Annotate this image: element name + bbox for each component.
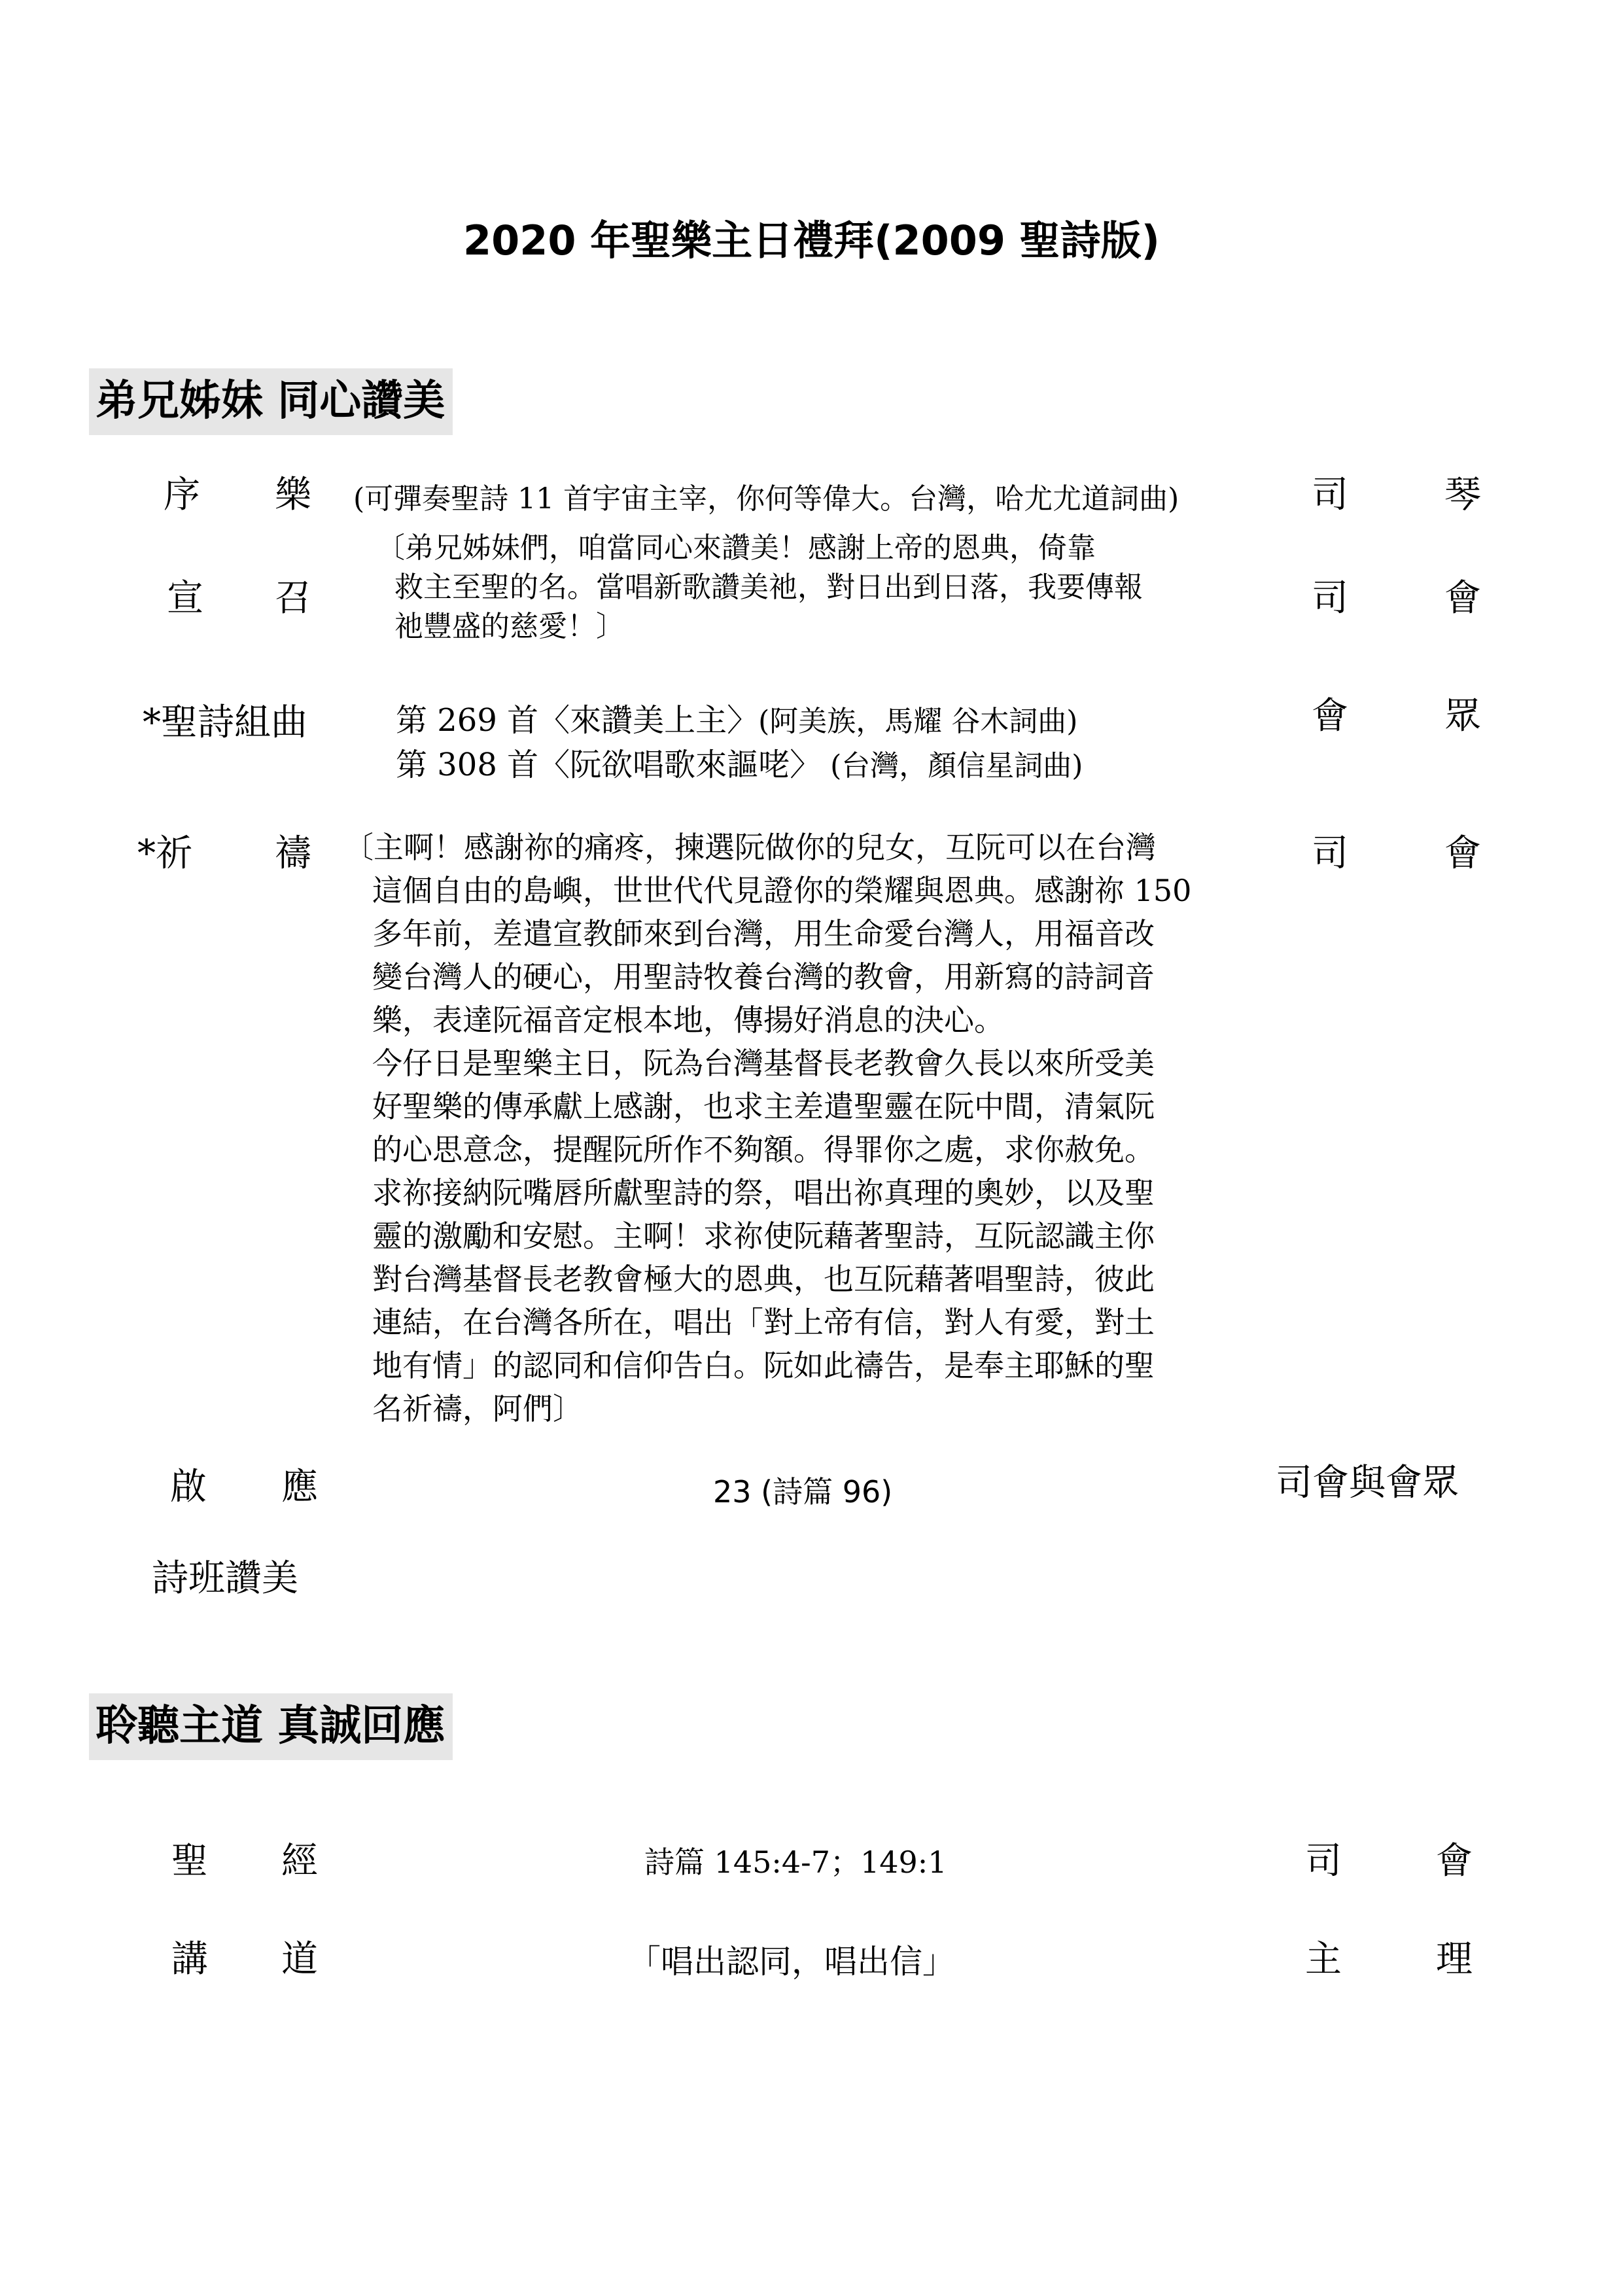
medley-line-1 <box>396 695 1077 740</box>
prayer-line-12: 連結，在台灣各所在，唱出「對上帝有信，對人有愛，對土 <box>372 1305 1155 1340</box>
call-text <box>376 529 1143 646</box>
prelude-resp-b: 琴 <box>1444 474 1481 516</box>
prayer-line-3: 多年前，差遣宣教師來到台灣，用生命愛台灣人，用福音改 <box>372 916 1155 951</box>
sermon-resp-b: 理 <box>1436 1938 1473 1981</box>
call-line-2: 救主至聖的名。當唱新歌讚美祂，對日出到日落，我要傳報 <box>376 571 1143 604</box>
prelude-label-a: 序 <box>164 474 200 516</box>
call-label-a: 宣 <box>167 577 203 620</box>
responsive-label-b: 應 <box>281 1466 318 1508</box>
medley-line-1-main: 第 269 首〈來讚美上主〉 <box>396 702 759 739</box>
sermon-content: 「唱出認同，唱出信」 <box>628 1943 955 1981</box>
sermon-label-a: 講 <box>171 1938 208 1981</box>
prayer-line-1: 〔主啊！感謝祢的痛疼，揀選阮做你的兒女，互阮可以在台灣 <box>343 830 1156 865</box>
medley-resp-b: 眾 <box>1444 695 1481 737</box>
prayer-line-11: 對台灣基督長老教會極大的恩典，也互阮藉著唱聖詩，彼此 <box>372 1262 1155 1297</box>
sermon-label-b: 道 <box>281 1938 318 1981</box>
medley-line-2-note: (台灣，顏信星詞曲) <box>821 749 1083 783</box>
prayer-line-14: 名祈禱，阿們〕 <box>372 1391 583 1426</box>
prayer-line-7: 好聖樂的傳承獻上感謝，也求主差遣聖靈在阮中間，清氣阮 <box>372 1089 1155 1124</box>
prelude-resp-a: 司 <box>1312 474 1348 516</box>
responsive-label-a: 啟 <box>170 1466 207 1508</box>
prayer-line-10: 靈的激勵和安慰。主啊！求祢使阮藉著聖詩，互阮認識主你 <box>372 1218 1155 1254</box>
call-resp-a: 司 <box>1312 577 1348 620</box>
scripture-resp-b: 會 <box>1436 1840 1473 1882</box>
scripture-label-a: 聖 <box>171 1840 208 1882</box>
prayer-text <box>343 826 1191 1430</box>
prayer-line-2: 這個自由的島嶼，世世代代見證你的榮耀與恩典。感謝祢 150 <box>372 873 1192 908</box>
prayer-resp-b: 會 <box>1444 832 1481 875</box>
page-title: 2020 年聖樂主日禮拜(2009 聖詩版) <box>463 217 1160 264</box>
scripture-label-b: 經 <box>281 1840 318 1882</box>
prayer-line-8: 的心思意念，提醒阮所作不夠額。得罪你之處，求你赦免。 <box>372 1132 1155 1167</box>
scripture-content: 詩篇 145:4-7；149:1 <box>644 1845 947 1880</box>
prayer-resp-a: 司 <box>1312 832 1348 875</box>
call-resp-b: 會 <box>1444 577 1481 620</box>
call-label-b: 召 <box>275 577 311 620</box>
prelude-content: (可彈奏聖詩 11 首宇宙主宰，你何等偉大。台灣，哈尤尤道詞曲) <box>353 482 1179 516</box>
call-line-3: 祂豐盛的慈愛！〕 <box>376 610 625 643</box>
prayer-label-b: 禱 <box>275 832 311 875</box>
medley-resp-a: 會 <box>1312 695 1348 737</box>
prayer-line-4: 變台灣人的硬心，用聖詩牧養台灣的教會，用新寫的詩詞音 <box>372 959 1155 995</box>
prayer-line-13: 地有情」的認同和信仰告白。阮如此禱告，是奉主耶穌的聖 <box>372 1348 1155 1383</box>
sermon-resp-a: 主 <box>1305 1938 1342 1981</box>
medley-line-1-note: (阿美族，馬耀 谷木詞曲) <box>758 705 1078 738</box>
responsive-content: 23 (詩篇 96) <box>713 1474 893 1510</box>
prayer-label-a: *祈 <box>137 832 192 875</box>
prelude-label-b: 樂 <box>275 474 311 516</box>
medley-line-2-main: 第 308 首〈阮欲唱歌來謳咾〉 <box>396 747 822 783</box>
medley-label: *聖詩組曲 <box>143 701 307 744</box>
scripture-resp-a: 司 <box>1305 1840 1342 1882</box>
medley-line-2 <box>396 739 1083 785</box>
prayer-line-9: 求祢接納阮嘴唇所獻聖詩的祭，唱出祢真理的奧妙，以及聖 <box>372 1175 1155 1210</box>
call-line-1: 〔弟兄姊妹們，咱當同心來讚美！感謝上帝的恩典，倚靠 <box>376 531 1096 565</box>
section-heading-word: 聆聽主道 真誠回應 <box>89 1693 453 1760</box>
choir-label: 詩班讚美 <box>152 1557 298 1600</box>
section-heading-praise: 弟兄姊妹 同心讚美 <box>89 368 453 435</box>
prayer-line-5: 樂，表達阮福音定根本地，傳揚好消息的決心。 <box>372 1002 1004 1038</box>
responsive-resp: 司會與會眾 <box>1276 1462 1459 1504</box>
prayer-line-6: 今仔日是聖樂主日，阮為台灣基督長老教會久長以來所受美 <box>372 1046 1155 1081</box>
